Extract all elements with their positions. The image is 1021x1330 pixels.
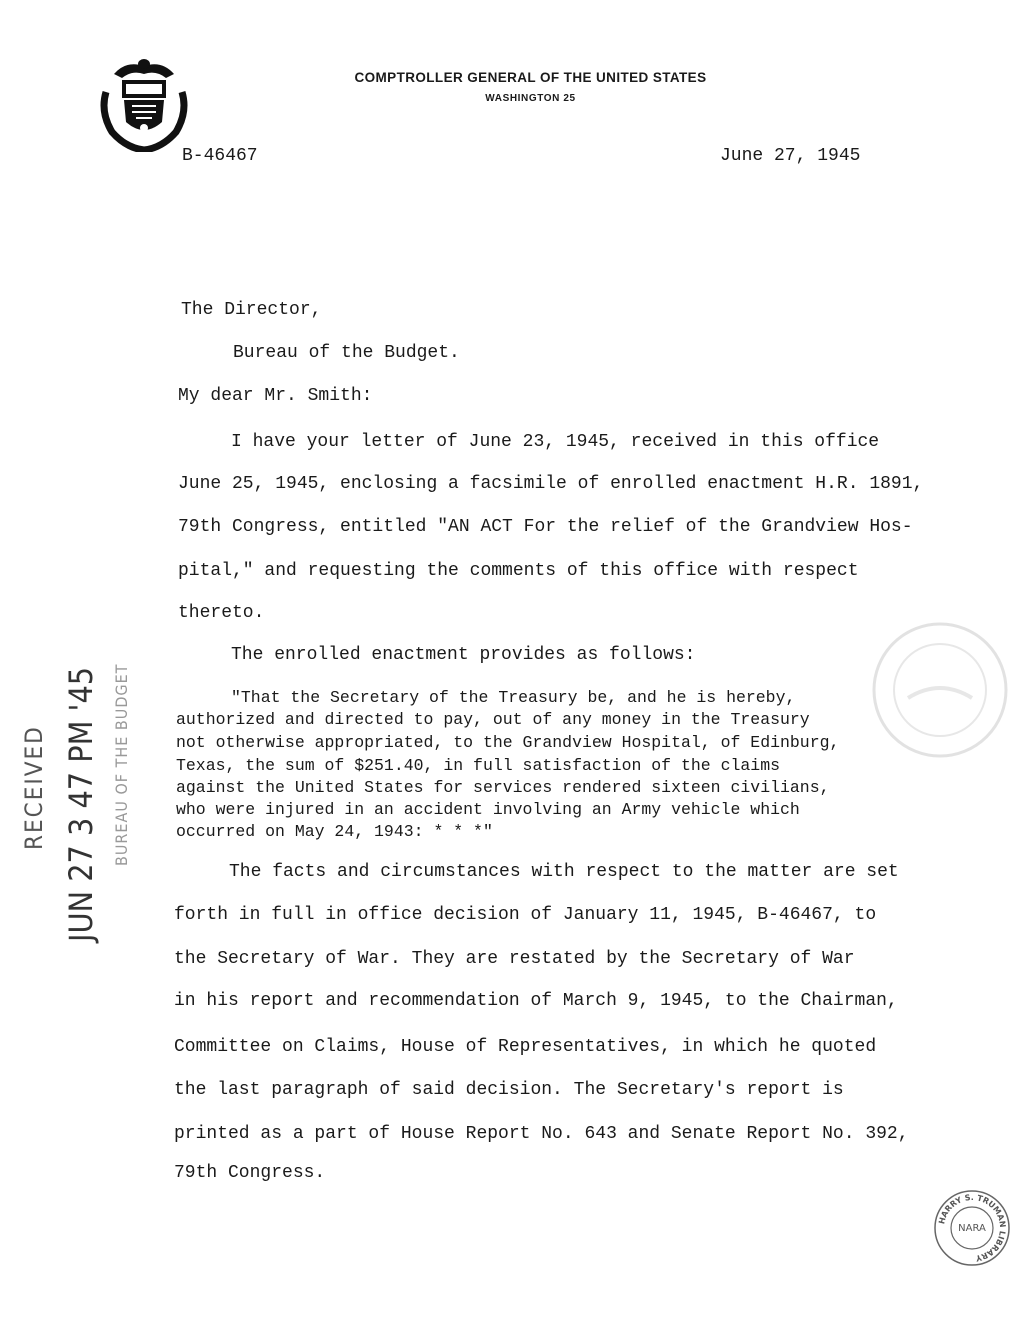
- paragraph3-line: The facts and circumstances with respect to the matter are set: [229, 862, 899, 882]
- library-stamp-icon: [932, 1188, 1012, 1268]
- paragraph3-line: 79th Congress.: [174, 1163, 326, 1183]
- address-line-1: The Director,: [181, 300, 322, 320]
- paragraph3-line: printed as a part of House Report No. 643 and Senate Report No. 392,: [174, 1124, 909, 1144]
- quote-line: occurred on May 24, 1943: * * *": [176, 822, 493, 841]
- letter-date: June 27, 1945: [720, 146, 861, 166]
- svg-text:NARA: NARA: [958, 1223, 986, 1234]
- quote-line: who were injured in an accident involving an Army vehicle which: [176, 800, 800, 819]
- quote-line: authorized and directed to pay, out of any money in the Treasury: [176, 710, 810, 729]
- paragraph1-line: I have your letter of June 23, 1945, received in this office: [231, 432, 880, 452]
- received-stamp-datetime: JUN 27 3 47 PM '45: [62, 666, 100, 942]
- letterhead-title: COMPTROLLER GENERAL OF THE UNITED STATES: [354, 70, 707, 85]
- paragraph2: The enrolled enactment provides as follows:: [231, 645, 696, 665]
- paragraph3-line: the Secretary of War. They are restated by the Secretary of War: [174, 949, 855, 969]
- paragraph1-line: 79th Congress, entitled "AN ACT For the relief of the Grandview Hos-: [178, 517, 913, 537]
- received-stamp-label: RECEIVED: [20, 725, 48, 850]
- svg-text:HARRY S. TRUMAN LIBRARY: HARRY S. TRUMAN LIBRARY: [937, 1192, 1008, 1263]
- quote-line: Texas, the sum of $251.40, in full satisfaction of the claims: [176, 756, 780, 775]
- paragraph1-line: June 25, 1945, enclosing a facsimile of enrolled enactment H.R. 1891,: [178, 474, 924, 494]
- paragraph3-line: Committee on Claims, House of Representatives, in which he quoted: [174, 1037, 877, 1057]
- quote-line: against the United States for services rendered sixteen civilians,: [176, 778, 830, 797]
- embossed-seal-icon: [868, 618, 1012, 762]
- paragraph3-line: the last paragraph of said decision. The Secretary's report is: [174, 1080, 844, 1100]
- letterhead-subtitle: WASHINGTON 25: [485, 93, 576, 104]
- paragraph1-line: thereto.: [178, 603, 265, 623]
- address-line-2: Bureau of the Budget.: [233, 343, 460, 363]
- received-stamp-office: BUREAU OF THE BUDGET: [112, 663, 131, 866]
- paragraph1-line: pital," and requesting the comments of this office with respect: [178, 561, 859, 581]
- quote-line: not otherwise appropriated, to the Grandview Hospital, of Edinburg,: [176, 733, 840, 752]
- file-number: B-46467: [182, 146, 258, 166]
- paragraph3-line: forth in full in office decision of January 11, 1945, B-46467, to: [174, 905, 877, 925]
- quote-line: "That the Secretary of the Treasury be, and he is hereby,: [231, 688, 796, 707]
- salutation: My dear Mr. Smith:: [178, 386, 373, 406]
- paragraph3-line: in his report and recommendation of March 9, 1945, to the Chairman,: [174, 991, 898, 1011]
